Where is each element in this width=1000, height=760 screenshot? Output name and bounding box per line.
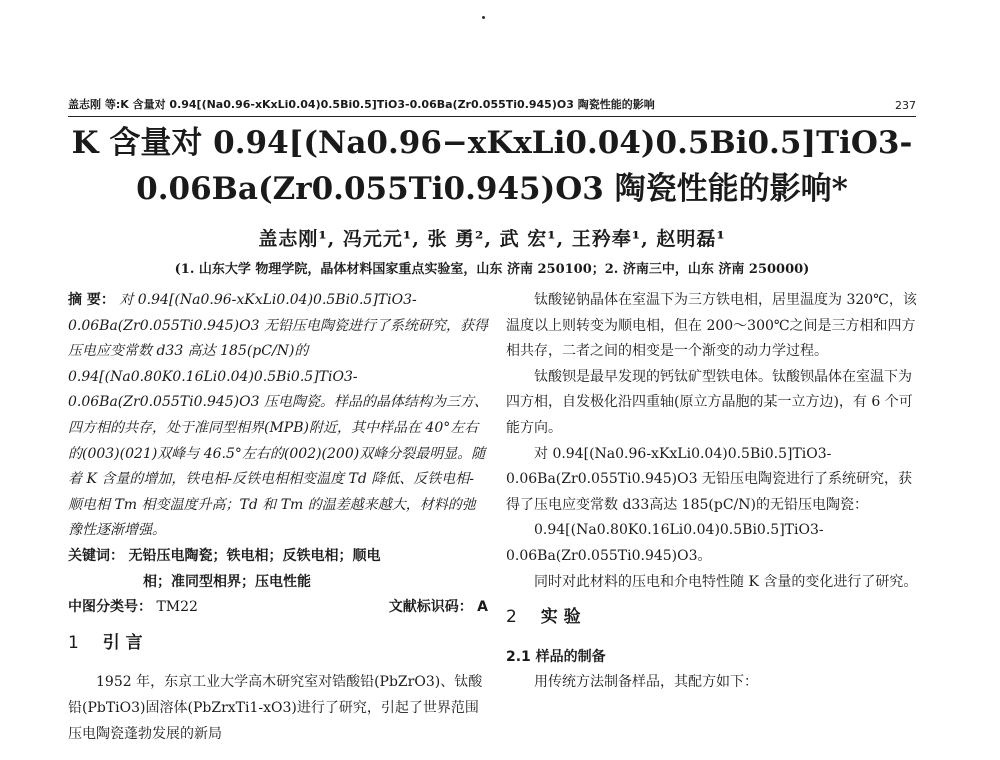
paragraph-batio3: 钛酸钡是最早发现的钙钛矿型铁电体。钛酸钡晶体在室温下为四方相，自发极化沿四重轴(原立方晶胞的某一立方边)，有 6 个可能方向。	[506, 368, 913, 436]
keywords-label: 关键词：	[68, 547, 124, 564]
title-line-2: 0.06Ba(Zr0.055Ti0.945)O3 陶瓷性能的影响*	[136, 171, 848, 207]
doc-code-label: 文献标识码：	[388, 599, 473, 616]
affiliation: (1. 山东大学 物理学院，晶体材料国家重点实验室，山东 济南 250100；2. 济南三中，山东 济南 250000)	[174, 262, 810, 277]
title-line-1: K 含量对 0.94[(Na0.96−xKxLi0.04)0.5Bi0.5]TiO3-	[71, 125, 913, 161]
clc-number	[68, 595, 198, 621]
introduction-paragraph: 1952 年，东京工业大学高木研究室对锆酸铅(PbZrO3)、钛酸铅(PbTiO3)固溶体(PbZrxTi1-xO3)进行了研究，引起了世界范围压电陶瓷蓬勃发展的新局	[68, 674, 483, 742]
clc-label: 中图分类号：	[68, 599, 152, 616]
author-list: 盖志刚¹, 冯元元¹, 张 勇², 武 宏¹, 王矜奉¹, 赵明磊¹	[258, 228, 726, 250]
running-title: 盖志刚 等:K 含量对 0.94[(Na0.96-xKxLi0.04)0.5Bi0.5]TiO3-0.06Ba(Zr0.055Ti0.945)O3 陶瓷性能的影响	[68, 98, 655, 111]
running-header	[68, 96, 916, 117]
abstract-text: 对 0.94[(Na0.96-xKxLi0.04)0.5Bi0.5]TiO3-0.06Ba(Zr0.055Ti0.945)O3 无铅压电陶瓷进行了系统研究，获得压电应变常数 d33 高达 185(pC/N)的 0.94[(Na0.80K0.16Li0.04)0.5Bi0.5]TiO3-0.06Ba(Zr0.055Ti0.945)O3 压电陶瓷。样品的晶体结构为三方、四方相的共存，处于准同型相界(MPB)附近，其中样品在 40°左右的(003)(021)双峰与 46.5°左右的(002)(200)双峰分裂最明显。随着 K 含量的增加，铁电相-反铁电相相变温度 Td 降低、反铁电相-顺电相 Tm 相变温度升高；Td 和 Tm 的温差越来越大，材料的弛豫性逐渐增强。	[68, 292, 488, 539]
clc-value: TM22	[156, 599, 198, 616]
section-heading-introduction	[68, 631, 488, 657]
keywords	[68, 544, 488, 570]
keywords-line-2: 相；准同型相界；压电性能	[143, 573, 311, 590]
doc-code-value: A	[477, 599, 488, 616]
abstract-label: 摘 要：	[68, 292, 115, 308]
section-title: 引 言	[102, 632, 143, 653]
paragraph-bnt: 钛酸铋钠晶体在室温下为三方铁电相，居里温度为 320℃，该温度以上则转变为顺电相，但在 200～300℃之间是三方相和四方相共存，二者之间的相变是一个渐变的动力学过程。	[506, 292, 917, 360]
paragraph-study: 对 0.94[(Na0.96-xKxLi0.04)0.5Bi0.5]TiO3-0.06Ba(Zr0.055Ti0.945)O3 无铅压电陶瓷进行了系统研究，获得了压电应变常数 d33高达 185(pC/N)的无铅压电陶瓷：	[506, 445, 912, 513]
keywords-line-1: 无铅压电陶瓷；铁电相；反铁电相；顺电	[128, 547, 381, 564]
section-number: 2	[506, 607, 517, 628]
scan-dot	[482, 16, 485, 19]
classification-row	[68, 595, 488, 621]
section-heading-experiment	[506, 605, 918, 631]
subsection-heading: 2.1 样品的制备	[506, 648, 606, 665]
paper-title	[68, 120, 916, 212]
right-column	[506, 288, 918, 696]
document-code	[389, 595, 488, 621]
paragraph-properties: 同时对此材料的压电和介电特性随 K 含量的变化进行了研究。	[534, 573, 918, 590]
section-title: 实 验	[540, 607, 581, 628]
abstract	[68, 288, 488, 544]
left-column	[68, 288, 488, 747]
page-number: 237	[895, 99, 916, 112]
paragraph-formula: 0.94[(Na0.80K0.16Li0.04)0.5Bi0.5]TiO3-0.06Ba(Zr0.055Ti0.945)O3。	[506, 522, 824, 564]
subsection-paragraph: 用传统方法制备样品，其配方如下：	[534, 674, 758, 691]
section-number: 1	[68, 632, 79, 653]
